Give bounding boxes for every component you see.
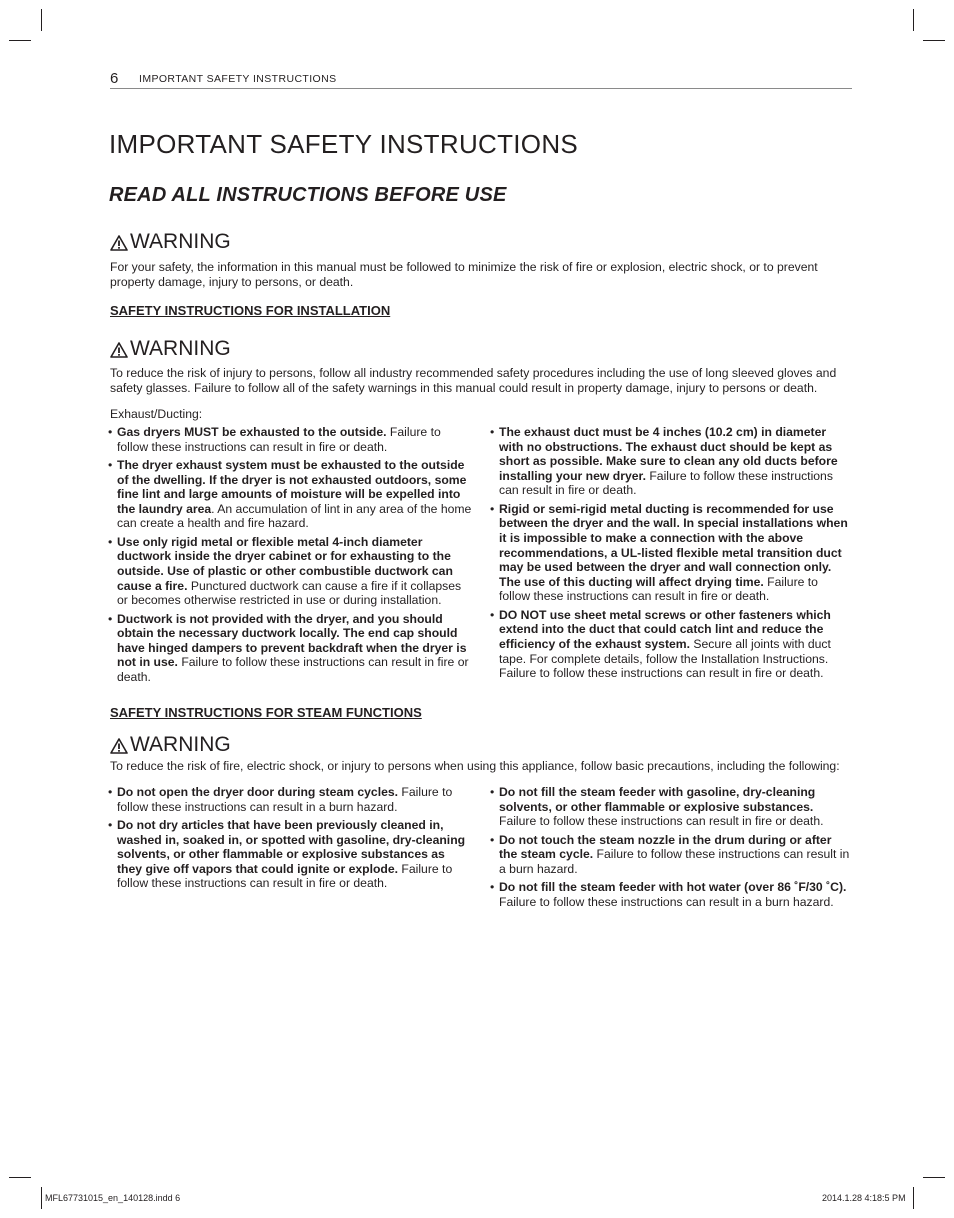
list-item: • DO NOT use sheet metal screws or other fasteners which extend into the duct that could catch lint and reduce the efficiency of the exhaust system. Secure all joints with duct tape. For complete details, follow the Installation Instructions. Failure to follow these instructions can result in fire or death.: [492, 608, 850, 681]
warning-heading: [110, 230, 231, 254]
warning-triangle-icon: [110, 342, 128, 358]
crop-mark: [913, 1187, 914, 1209]
list-item: • Do not open the dryer door during steam cycles. Failure to follow these instructions can result in a burn hazard.: [110, 785, 472, 814]
installation-heading: SAFETY INSTRUCTIONS FOR INSTALLATION: [110, 303, 391, 318]
page-title: IMPORTANT SAFETY INSTRUCTIONS: [109, 129, 579, 159]
steam-right-list: [492, 785, 850, 913]
crop-mark: [9, 40, 31, 41]
warning-heading: [110, 337, 231, 361]
list-item: • Do not fill the steam feeder with hot water (over 86 ˚F/30 ˚C). Failure to follow these instructions can result in a burn hazard.: [492, 880, 850, 909]
crop-mark: [41, 9, 42, 31]
steam-warning-text: To reduce the risk of fire, electric shock, or injury to persons when using this appliance, follow basic precautions, including the following:: [110, 759, 840, 773]
warning-label: WARNING: [130, 230, 231, 253]
running-title: IMPORTANT SAFETY INSTRUCTIONS: [139, 73, 337, 85]
installation-warning-text: To reduce the risk of injury to persons, follow all industry recommended safety procedures including the use of long sleeved gloves and safety glasses. Failure to follow all of the safety warnings in this manual could result in property damage, injury to persons or death.: [110, 366, 837, 395]
steam-left-list: [110, 785, 472, 895]
page-number: 6: [110, 70, 119, 87]
footer-timestamp: 2014.1.28 4:18:5 PM: [822, 1193, 906, 1203]
warning-triangle-icon: [110, 235, 128, 251]
list-item: • Ductwork is not provided with the dryer, and you should obtain the necessary ductwork locally. The end cap should have hinged dampers to prevent backdraft when the dryer is not in use. Failure to follow these instructions can result in fire or death.: [110, 612, 472, 685]
list-item: • The exhaust duct must be 4 inches (10.2 cm) in diameter with no obstructions. The exhaust duct should be kept as short as possible. Make sure to clean any old ducts before installing your new dryer. Failure to follow these instructions can result in fire or death.: [492, 425, 850, 498]
installation-left-list: [110, 425, 472, 688]
running-header: [110, 70, 852, 89]
crop-mark: [41, 1187, 42, 1209]
crop-mark: [923, 40, 945, 41]
warning-triangle-icon: [110, 738, 128, 754]
list-item: • Do not touch the steam nozzle in the drum during or after the steam cycle. Failure to follow these instructions can result in a burn hazard.: [492, 833, 850, 877]
warning-heading: [110, 733, 231, 757]
list-item: • The dryer exhaust system must be exhausted to the outside of the dwelling. If the dryer is not exhausted outdoors, some fine lint and large amounts of moisture will be expelled into the laundry area. An accumulation of lint in any area of the home can create a health and fire hazard.: [110, 458, 472, 531]
warning-label: WARNING: [130, 337, 231, 360]
warning-label: WARNING: [130, 733, 231, 756]
steam-heading: SAFETY INSTRUCTIONS FOR STEAM FUNCTIONS: [110, 705, 422, 720]
page-subtitle: READ ALL INSTRUCTIONS BEFORE USE: [109, 184, 507, 206]
list-item: • Rigid or semi-rigid metal ducting is recommended for use between the dryer and the wall. In special installations when it is impossible to make a connection with the above recommendations, a UL-listed flexible metal transition duct may be used between the dryer and wall connection only. The use of this ducting will affect drying time. Failure to follow these instructions can result in fire or death.: [492, 502, 850, 604]
crop-mark: [9, 1177, 31, 1178]
intro-text: For your safety, the information in this manual must be followed to minimize the risk of fire or explosion, electric shock, or to prevent property damage, injury to persons, or death.: [110, 260, 818, 289]
list-item: • Use only rigid metal or flexible metal 4-inch diameter ductwork inside the dryer cabinet or for exhausting to the outside. Use of plastic or other combustible ductwork can cause a fire. Punctured ductwork can cause a fire if it collapses or becomes otherwise restricted in use or during installation.: [110, 535, 472, 608]
list-item: • Do not dry articles that have been previously cleaned in, washed in, soaked in, or spotted with gasoline, dry-cleaning solvents, or other flammable or explosive substances as they give off vapors that could ignite or explode. Failure to follow these instructions can result in fire or death.: [110, 818, 472, 891]
list-item: • Do not fill the steam feeder with gasoline, dry-cleaning solvents, or other flammable or explosive substances. Failure to follow these instructions can result in fire or death.: [492, 785, 850, 829]
exhaust-ducting-label: Exhaust/Ducting:: [110, 407, 203, 421]
crop-mark: [923, 1177, 945, 1178]
list-item: • Gas dryers MUST be exhausted to the outside. Failure to follow these instructions can result in fire or death.: [110, 425, 472, 454]
installation-right-list: [492, 425, 850, 684]
crop-mark: [913, 9, 914, 31]
footer-file-info: MFL67731015_en_140128.indd 6: [45, 1193, 181, 1203]
